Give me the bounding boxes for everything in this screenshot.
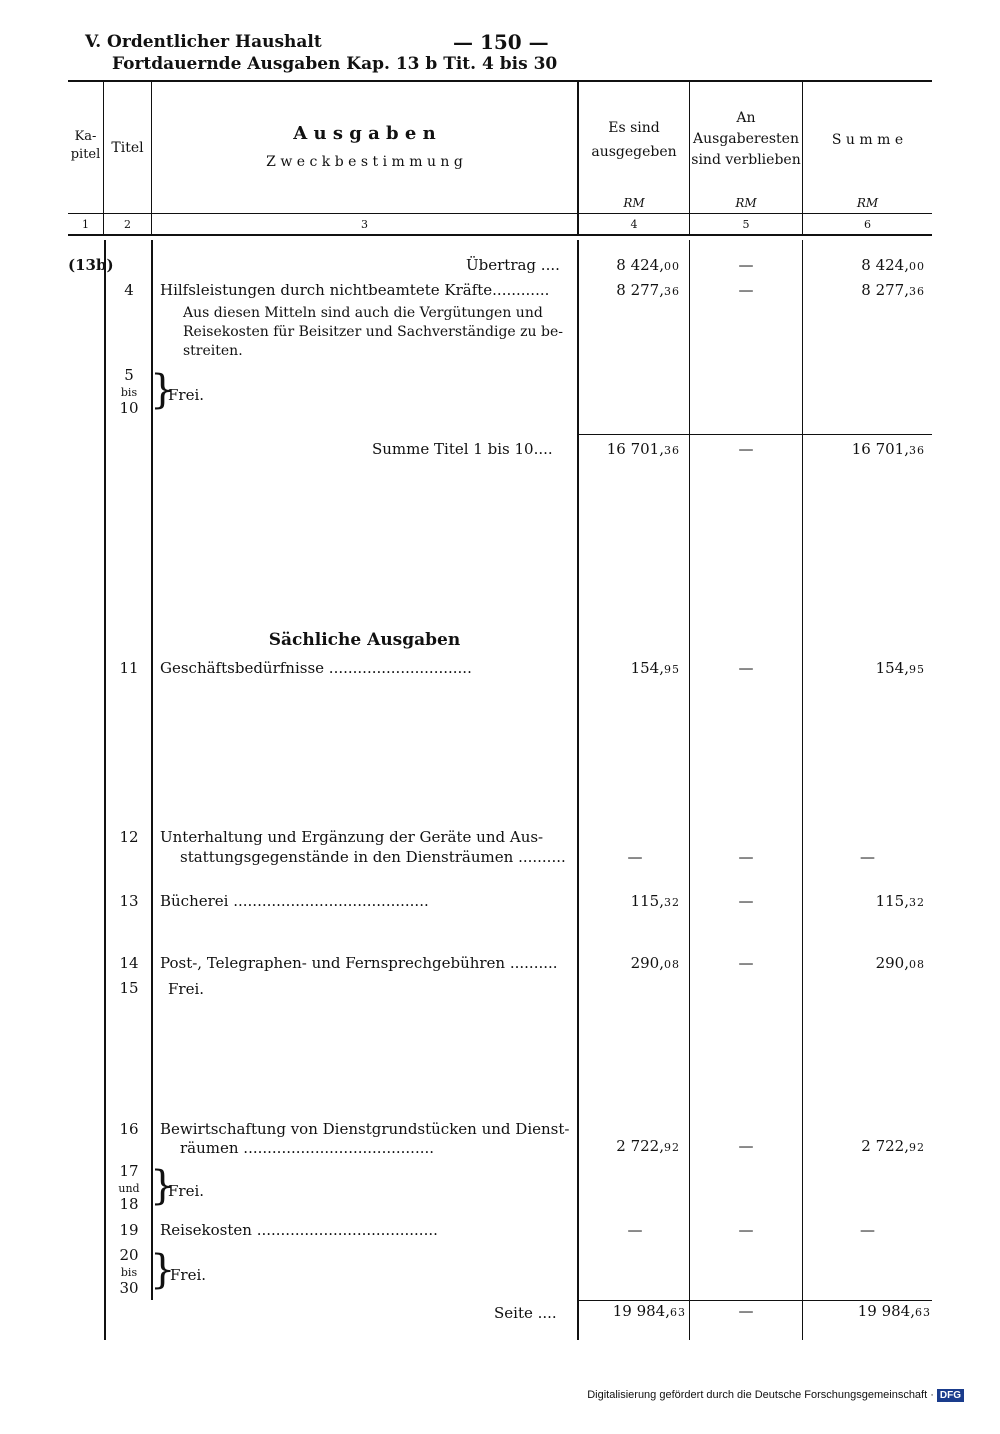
uebertrag-label: Übertrag .... xyxy=(466,256,560,274)
body-vline-3 xyxy=(577,240,579,1340)
currency-col6: RM xyxy=(856,196,879,210)
row17-label: Frei. xyxy=(168,1182,205,1200)
row4-label: Hilfsleistungen durch nichtbeamtete Kräfte............ xyxy=(160,281,550,299)
header-col6: S u m m e xyxy=(831,132,904,148)
row20-label: Frei. xyxy=(170,1266,207,1284)
currency-col4: RM xyxy=(623,196,645,210)
header-zweckbestimmung: Z w e c k b e s t i m m u n g xyxy=(266,154,463,170)
titel-16: 16 xyxy=(119,1120,139,1138)
row16-col6: 2 722,92 xyxy=(861,1137,925,1155)
row15-label: Frei. xyxy=(168,980,205,998)
titel-20-bis: bis xyxy=(120,1266,138,1279)
row16-label-2: räumen ........................................ xyxy=(180,1139,435,1157)
row19-col5: — xyxy=(738,1221,754,1239)
vline-5 xyxy=(802,80,803,235)
seite-col5: — xyxy=(738,1302,754,1320)
seite-col6: 19 984,63 xyxy=(857,1302,931,1320)
footer-credit xyxy=(587,1389,964,1402)
summe-rule-col6 xyxy=(803,434,932,435)
titel-18: 18 xyxy=(119,1195,139,1213)
section-title: V. Ordentlicher Haushalt xyxy=(85,32,322,52)
row11-label: Geschäftsbedürfnisse .............................. xyxy=(160,659,472,677)
titel-17: 17 xyxy=(119,1162,139,1180)
row12-col5: — xyxy=(738,848,754,866)
colnum-2: 2 xyxy=(124,218,131,231)
currency-col5: RM xyxy=(735,196,757,210)
row5-label: Frei. xyxy=(168,386,205,404)
subtitle: Fortdauernde Ausgaben Kap. 13 b Tit. 4 bis 30 xyxy=(112,54,558,74)
row19-col4: — xyxy=(627,1221,643,1239)
row14-col4: 290,08 xyxy=(630,954,680,972)
row4-col6: 8 277,36 xyxy=(861,281,925,299)
uebertrag-col4: 8 424,00 xyxy=(616,256,680,274)
dfg-logo: DFG xyxy=(937,1389,964,1402)
summe-col4: 16 701,36 xyxy=(606,440,680,458)
row19-label: Reisekosten ...................................... xyxy=(160,1221,438,1239)
titel-5-bis: bis xyxy=(120,386,138,399)
row4-note-2: Reisekosten für Beisitzer und Sachverständige zu be- xyxy=(183,324,563,340)
row11-col5: — xyxy=(738,659,754,677)
row19-col6: — xyxy=(860,1221,875,1239)
titel-4: 4 xyxy=(124,281,134,299)
colnum-5: 5 xyxy=(742,218,750,231)
summe-rule-col4 xyxy=(579,434,689,435)
row13-col5: — xyxy=(738,892,754,910)
summe-label: Summe Titel 1 bis 10.... xyxy=(372,440,553,458)
row13-label: Bücherei ......................................... xyxy=(160,892,429,910)
titel-30: 30 xyxy=(119,1279,139,1297)
colnum-6: 6 xyxy=(864,218,871,231)
titel-5: 5 xyxy=(124,366,134,384)
titel-19: 19 xyxy=(119,1221,139,1239)
page-number: — 150 — xyxy=(453,30,549,54)
row4-col5: — xyxy=(738,281,754,299)
row12-col4: — xyxy=(627,848,643,866)
seite-rule-col4 xyxy=(579,1300,689,1301)
row4-col4: 8 277,36 xyxy=(616,281,680,299)
row14-col6: 290,08 xyxy=(875,954,925,972)
row13-col4: 115,32 xyxy=(630,892,680,910)
titel-10: 10 xyxy=(119,399,139,417)
kapitel-label: (13b) xyxy=(68,256,114,274)
body-vline-4 xyxy=(689,240,690,1340)
row4-note-3: streiten. xyxy=(183,343,243,359)
row11-col6: 154,95 xyxy=(875,659,925,677)
brace-17-18: } xyxy=(150,1163,176,1209)
row16-col5: — xyxy=(738,1137,754,1155)
row12-label-1: Unterhaltung und Ergänzung der Geräte und Aus- xyxy=(160,828,544,846)
titel-14: 14 xyxy=(119,954,139,972)
seite-col4: 19 984,63 xyxy=(612,1302,686,1320)
colnum-3: 3 xyxy=(361,218,368,231)
titel-13: 13 xyxy=(119,892,139,910)
row12-col6: — xyxy=(860,848,875,866)
row16-col4: 2 722,92 xyxy=(616,1137,680,1155)
section-heading: Sächliche Ausgaben xyxy=(268,630,461,650)
header-kapitel: Ka- pitel xyxy=(70,129,101,162)
row14-label: Post-, Telegraphen- und Fernsprechgebühren .......... xyxy=(160,954,558,972)
brace-5-10: } xyxy=(150,367,176,413)
header-col5: An Ausgaberesten sind verblieben xyxy=(691,110,801,168)
seite-label: Seite .... xyxy=(494,1304,557,1322)
seite-rule-col5 xyxy=(690,1300,802,1301)
row13-col6: 115,32 xyxy=(875,892,925,910)
titel-11: 11 xyxy=(119,659,139,677)
header-col4: Es sind ausgegeben xyxy=(591,120,677,160)
row16-label-1: Bewirtschaftung von Dienstgrundstücken und Dienst- xyxy=(160,1120,570,1138)
uebertrag-col6: 8 424,00 xyxy=(861,256,925,274)
seite-rule-col6 xyxy=(803,1300,932,1301)
colnum-1: 1 xyxy=(82,218,89,231)
row12-label-2: stattungsgegenstände in den Diensträumen .......... xyxy=(180,848,566,866)
row11-col4: 154,95 xyxy=(630,659,680,677)
summe-col6: 16 701,36 xyxy=(851,440,925,458)
footer-text: Digitalisierung gefördert durch die Deutsche Forschungsgemeinschaft · xyxy=(587,1389,934,1401)
summe-rule-col5 xyxy=(690,434,802,435)
colnum-4: 4 xyxy=(630,218,638,231)
header-ausgaben: A u s g a b e n xyxy=(293,123,436,144)
brace-20-30: } xyxy=(150,1247,176,1293)
row14-col5: — xyxy=(738,954,754,972)
summe-col5: — xyxy=(738,440,754,458)
header-titel: Titel xyxy=(111,140,144,156)
row4-note-1: Aus diesen Mitteln sind auch die Vergütungen und xyxy=(183,305,543,321)
titel-15: 15 xyxy=(119,979,139,997)
body-vline-5 xyxy=(802,240,803,1340)
uebertrag-col5: — xyxy=(738,256,754,274)
titel-17-und: und xyxy=(118,1182,140,1195)
titel-12: 12 xyxy=(119,828,139,846)
titel-20: 20 xyxy=(119,1246,139,1264)
